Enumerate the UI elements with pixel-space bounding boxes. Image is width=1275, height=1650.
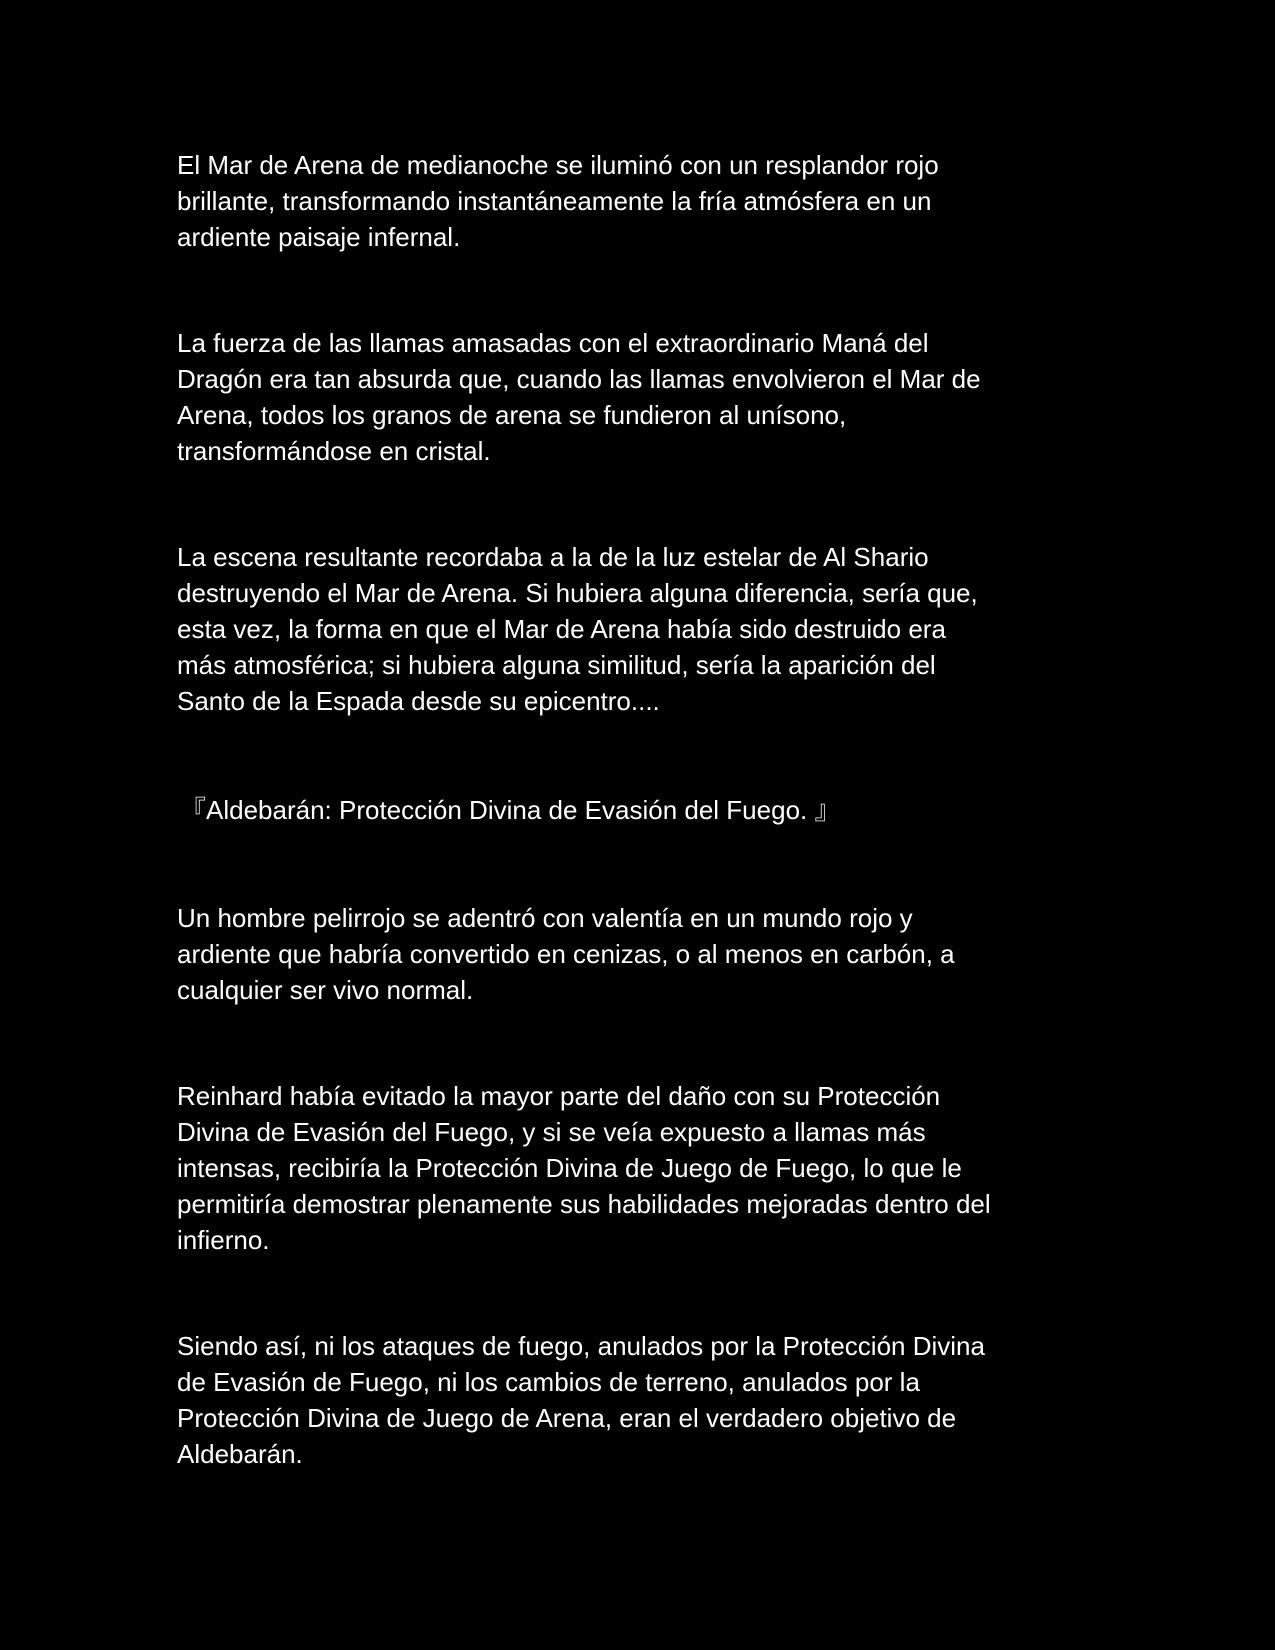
paragraph-7: Siendo así, ni los ataques de fuego, anulados por la Protección Divina de Evasión de Fuego, ni los cambios de terreno, anulados por la Protección Divina de Juego de Arena, eran el verdadero objetivo de Aldebarán. bbox=[177, 1331, 985, 1469]
paragraph-2: La fuerza de las llamas amasadas con el extraordinario Maná del Dragón era tan absurda que, cuando las llamas envolvieron el Mar de Arena, todos los granos de arena se fundieron al unísono, transformándose en cristal. bbox=[177, 328, 981, 466]
quoted-skill-line: 『Aldebarán: Protección Divina de Evasión del Fuego. 』 bbox=[180, 795, 841, 825]
paragraph-5: Un hombre pelirrojo se adentró con valentía en un mundo rojo y ardiente que habría convertido en cenizas, o al menos en carbón, a cualquier ser vivo normal. bbox=[177, 903, 955, 1005]
paragraph-6: Reinhard había evitado la mayor parte del daño con su Protección Divina de Evasión del Fuego, y si se veía expuesto a llamas más intensas, recibiría la Protección Divina de Juego de Fuego, lo que le permitiría demostrar plenamente sus habilidades mejoradas dentro del infierno. bbox=[177, 1081, 991, 1255]
paragraph-3: La escena resultante recordaba a la de la luz estelar de Al Shario destruyendo el Mar de Arena. Si hubiera alguna diferencia, sería que, esta vez, la forma en que el Mar de Arena había sido destruido era más atmosférica; si hubiera alguna similitud, sería la aparición del Santo de la Espada desde su epicentro.... bbox=[177, 542, 978, 716]
paragraph-1: El Mar de Arena de medianoche se iluminó con un resplandor rojo brillante, transformando instantáneamente la fría atmósfera en un ardiente paisaje infernal. bbox=[177, 150, 939, 252]
